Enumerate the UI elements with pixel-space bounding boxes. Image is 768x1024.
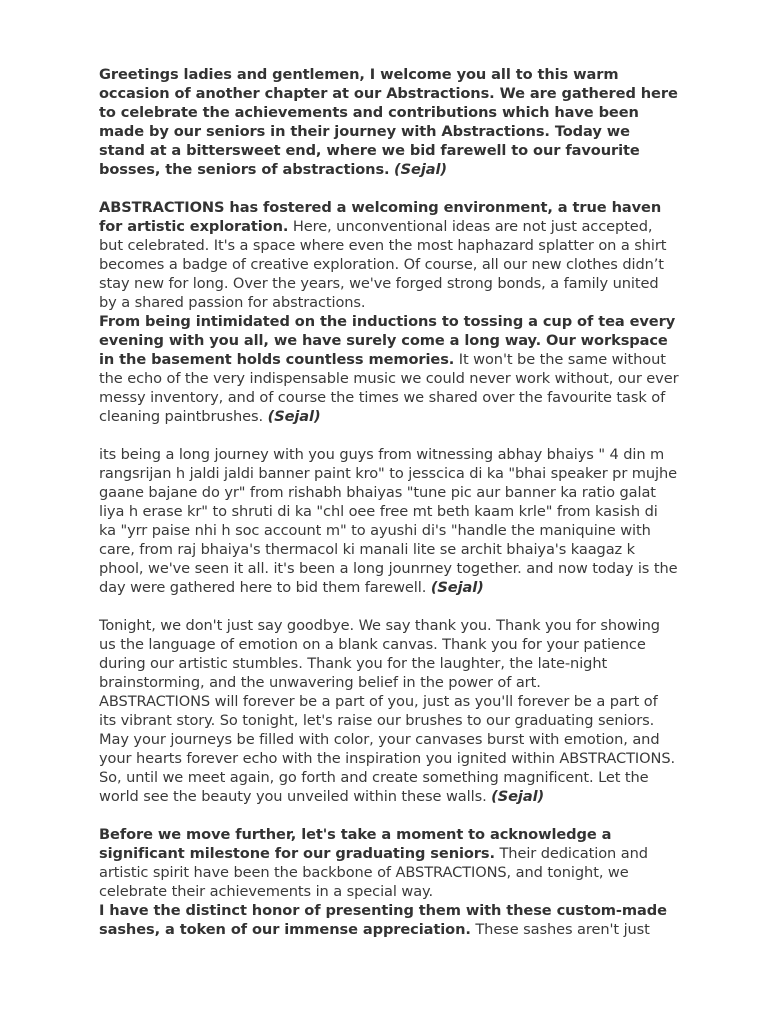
paragraph-sashes	[99, 901, 679, 939]
bold-text: From being intimidated on the inductions to tossing a cup of tea every evening with you all, we have surely come a long way. Our workspace in the basement holds countless memories.	[99, 313, 676, 368]
paragraph-until-we-meet	[99, 768, 679, 806]
body-text: Here, unconventional ideas are not just accepted, but celebrated. It's a space where even the most haphazard splatter on a shirt becomes a badge of creative exploration. Of course, all our new clothes didn’t stay new for long. Over the years, we've forged strong bonds, a family united by a shared passion for abstractions.	[99, 218, 667, 311]
speaker-attribution: (Sejal)	[430, 579, 484, 596]
bold-text: Before we move further, let's take a moment to acknowledge a significant milestone for our graduating seniors.	[99, 826, 612, 862]
paragraph-greeting	[99, 65, 679, 179]
paragraph-milestone	[99, 825, 679, 901]
paragraph-journey	[99, 445, 679, 597]
bold-text: ABSTRACTIONS has fostered a welcoming environment, a true haven for artistic exploration.	[99, 199, 662, 235]
body-text: Tonight, we don't just say goodbye. We say thank you. Thank you for showing us the language of emotion on a blank canvas. Thank you for your patience during our artistic stumbles. Thank you for the laughter, the late-night brainstorming, and the unwavering belief in the power of art.	[99, 617, 660, 691]
body-text: So, until we meet again, go forth and create something magnificent. Let the world see the beauty you unveiled within these walls.	[99, 769, 649, 805]
speaker-attribution: (Sejal)	[394, 161, 447, 178]
body-text: ABSTRACTIONS will forever be a part of you, just as you'll forever be a part of its vibrant story. So tonight, let's raise our brushes to our graduating seniors. May your journeys be filled with color, your canvases burst with emotion, and your hearts forever echo with the inspiration you ignited within ABSTRACTIONS.	[99, 693, 676, 767]
body-text: These sashes aren't just	[470, 921, 650, 938]
bold-text: I have the distinct honor of presenting them with these custom-made sashes, a token of our immense appreciation.	[99, 902, 667, 938]
body-text: Their dedication and artistic spirit have been the backbone of ABSTRACTIONS, and tonight, we celebrate their achievements in a special way.	[99, 845, 648, 900]
body-text: It won't be the same without the echo of the very indispensable music we could never work without, our ever messy inventory, and of course the times we shared over the favourite task of cleaning paintbrushes.	[99, 351, 679, 425]
paragraph-thank-you	[99, 616, 679, 692]
body-text: its being a long journey with you guys from witnessing abhay bhaiys " 4 din m rangsrijan h jaldi jaldi banner paint kro" to jesscica di ka "bhai speaker pr mujhe gaane bajane do yr" from rishabh bhaiyas "tune pic aur banner ka ratio galat liya h erase kr" to shruti di ka "chl oee free mt beth kaam krle" from kasish di ka "yrr paise nhi h soc account m" to ayushi di's "handle the maniquine with care, from raj bhaiya's thermacol ki manali lite se archit bhaiya's kaagaz k phool, we've seen it all. it's been a long jounrney together. and now today is the day were gathered here to bid them farewell.	[99, 446, 678, 596]
document-page	[99, 65, 679, 939]
paragraph-environment	[99, 198, 679, 312]
paragraph-forever	[99, 692, 679, 768]
speaker-attribution: (Sejal)	[491, 788, 545, 805]
speaker-attribution: (Sejal)	[267, 408, 321, 425]
bold-text: Greetings ladies and gentlemen, I welcome you all to this warm occasion of another chapter at our Abstractions. We are gathered here to celebrate the achievements and contributions which have been made by our seniors in their journey with Abstractions. Today we stand at a bittersweet end, where we bid farewell to our favourite bosses, the seniors of abstractions.	[99, 66, 678, 178]
paragraph-memories	[99, 312, 679, 426]
